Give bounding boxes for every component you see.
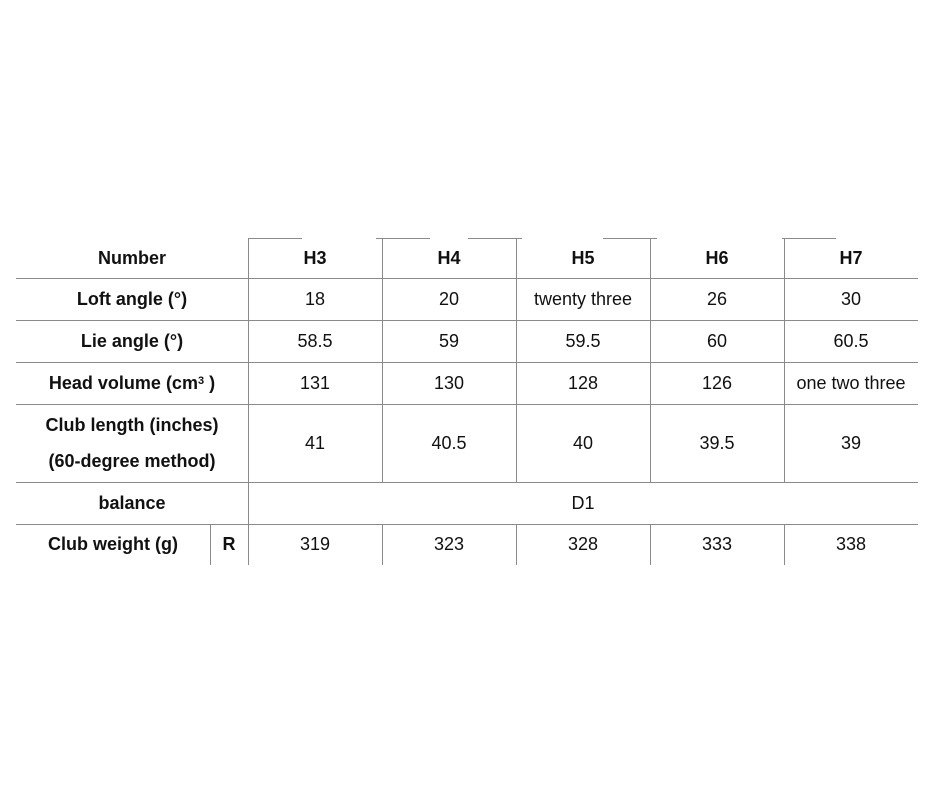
row-label-club-weight: Club weight (g) (48, 534, 178, 554)
head-volume-label-superscript: 3 (197, 375, 205, 387)
club-length-value-h7: 39 (840, 432, 862, 453)
head-volume-label-close: ) (204, 372, 216, 393)
club-weight-value-h5: 328 (567, 534, 599, 554)
lie-value-h5: 59.5 (565, 330, 601, 351)
header-model-h3: H3 (303, 247, 327, 268)
lie-value-h7: 60.5 (833, 330, 869, 351)
row-label-balance: balance (98, 492, 166, 513)
lie-value-h3: 58.5 (297, 330, 333, 351)
header-model-h5: H5 (571, 247, 595, 268)
row-label-head-volume (16, 362, 248, 404)
head-volume-value-h6: 126 (701, 372, 733, 393)
club-weight-flex: R (222, 534, 236, 554)
club-weight-value-h6: 333 (701, 534, 733, 554)
row-label-loft-angle: Loft angle (°) (76, 288, 188, 309)
row-label-lie-angle: Lie angle (°) (80, 330, 184, 351)
club-length-label-line1: Club length (inches) (45, 415, 219, 435)
balance-value: D1 (571, 492, 595, 513)
club-length-value-h3: 41 (304, 432, 326, 453)
loft-value-h5: twenty three (533, 288, 633, 309)
club-weight-value-h4: 323 (433, 534, 465, 554)
head-volume-value-h4: 130 (433, 372, 465, 393)
loft-value-h7: 30 (840, 288, 862, 309)
head-volume-value-h5: 128 (567, 372, 599, 393)
head-volume-label-text: Head volume (cm (48, 372, 198, 393)
lie-value-h6: 60 (706, 330, 728, 351)
head-volume-value-h3: 131 (299, 372, 331, 393)
club-length-value-h5: 40 (572, 432, 594, 453)
spec-table (16, 238, 918, 565)
loft-value-h4: 20 (438, 288, 460, 309)
header-model-h6: H6 (705, 247, 729, 268)
club-length-value-h6: 39.5 (699, 432, 735, 453)
header-model-h7: H7 (839, 247, 863, 268)
club-weight-value-h3: 319 (299, 534, 331, 554)
club-length-value-h4: 40.5 (431, 432, 467, 453)
header-label-number: Number (97, 247, 166, 268)
club-weight-value-h7: 338 (835, 534, 867, 554)
loft-value-h3: 18 (304, 288, 326, 309)
head-volume-value-h7: one two three (796, 372, 906, 393)
loft-value-h6: 26 (706, 288, 728, 309)
lie-value-h4: 59 (438, 330, 460, 351)
row-label-club-length (16, 404, 248, 482)
club-length-label-line2: (60-degree method) (48, 451, 216, 471)
header-model-h4: H4 (437, 247, 461, 268)
